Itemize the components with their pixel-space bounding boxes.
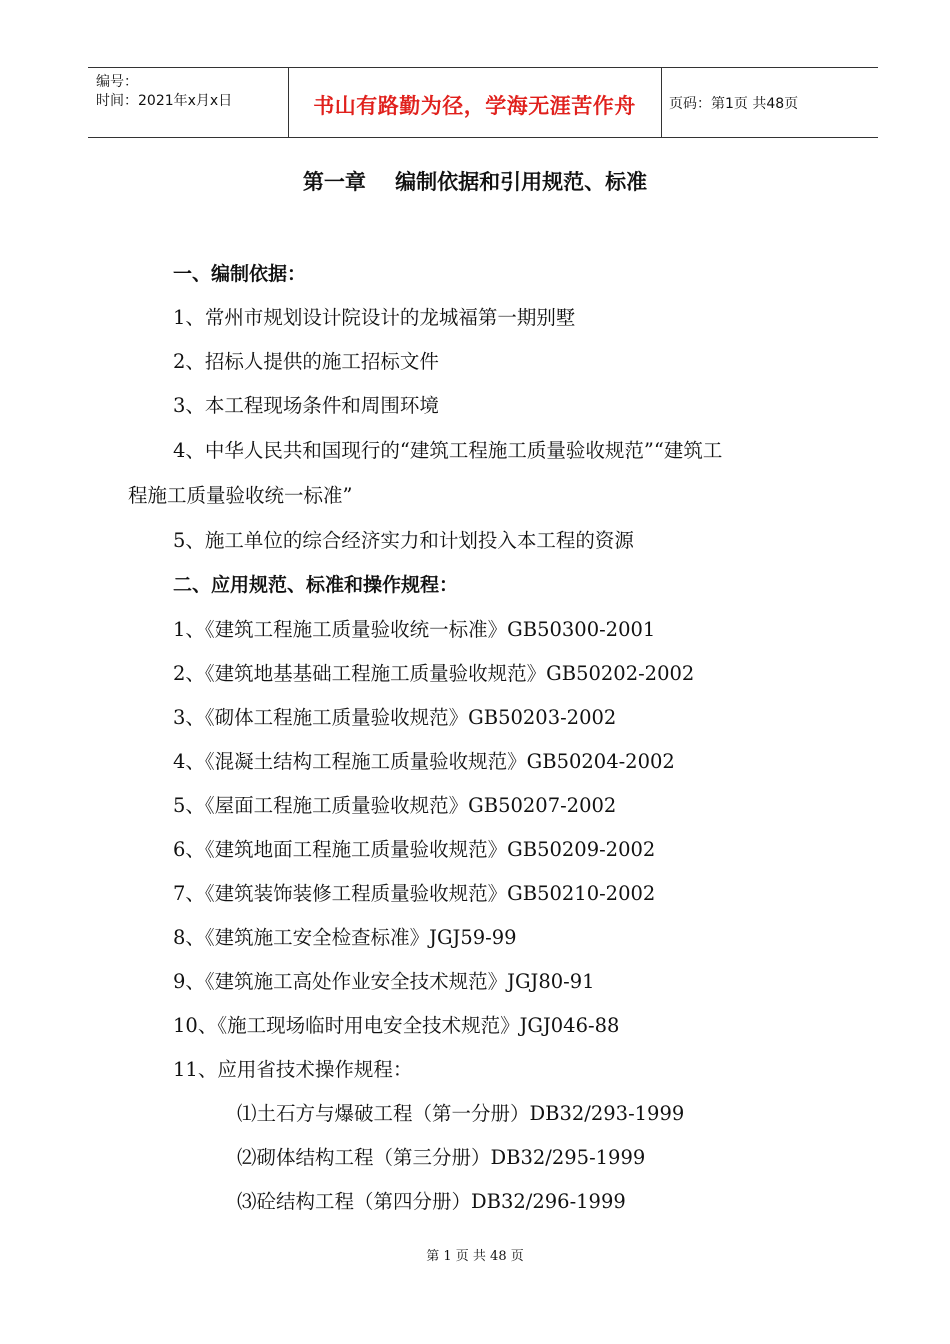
section2-item: 7、《建筑装饰装修工程质量验收规范》GB50210-2002 [173, 882, 656, 905]
header-table [88, 67, 878, 138]
section2-item: 5、《屋面工程施工质量验收规范》GB50207-2002 [173, 794, 617, 817]
document-time-label: 时间：2021年x月x日 [96, 93, 233, 109]
header-motto: 书山有路勤为径，学海无涯苦作舟 [313, 94, 636, 118]
page-footer: 第 1 页 共 48 页 [426, 1249, 524, 1264]
header-page-info: 页码：第1页 共48页 [669, 96, 799, 112]
section1-heading: 一、编制依据： [173, 263, 307, 285]
section2-item: 6、《建筑地面工程施工质量验收规范》GB50209-2002 [173, 838, 656, 861]
section1-item: 1、常州市规划设计院设计的龙城福第一期别墅 [173, 306, 576, 329]
section1-item: 4、中华人民共和国现行的“建筑工程施工质量验收规范”“建筑工 [173, 439, 723, 462]
section2-item: 3、《砌体工程施工质量验收规范》GB50203-2002 [173, 706, 617, 729]
header-meta-cell [88, 68, 289, 137]
header-page-cell [662, 68, 878, 137]
section1-item: 5、施工单位的综合经济实力和计划投入本工程的资源 [173, 529, 634, 552]
section2-subitem: ⑵砌体结构工程（第三分册）DB32/295-1999 [237, 1146, 646, 1169]
section2-item: 11、应用省技术操作规程： [173, 1058, 413, 1081]
document-number-label: 编号： [96, 74, 138, 90]
section1-item-continued: 程施工质量验收统一标准” [128, 484, 353, 507]
section1-item: 2、招标人提供的施工招标文件 [173, 350, 439, 373]
section2-heading: 二、应用规范、标准和操作规程： [173, 574, 459, 596]
section2-item: 8、《建筑施工安全检查标准》JGJ59-99 [173, 926, 517, 949]
section1-item: 3、本工程现场条件和周围环境 [173, 394, 439, 417]
section2-item: 9、《建筑施工高处作业安全技术规范》JGJ80-91 [173, 970, 595, 993]
section2-subitem: ⑴土石方与爆破工程（第一分册）DB32/293-1999 [237, 1102, 685, 1125]
section2-item: 2、《建筑地基基础工程施工质量验收规范》GB50202-2002 [173, 662, 695, 685]
header-motto-cell [288, 68, 662, 137]
section2-subitem: ⑶砼结构工程（第四分册）DB32/296-1999 [237, 1190, 626, 1213]
section2-item: 4、《混凝土结构工程施工质量验收规范》GB50204-2002 [173, 750, 675, 773]
section2-item: 10、《施工现场临时用电安全技术规范》JGJ046-88 [173, 1014, 620, 1037]
section2-item: 1、《建筑工程施工质量验收统一标准》GB50300-2001 [173, 618, 656, 641]
chapter-title: 第一章 编制依据和引用规范、标准 [302, 170, 648, 194]
